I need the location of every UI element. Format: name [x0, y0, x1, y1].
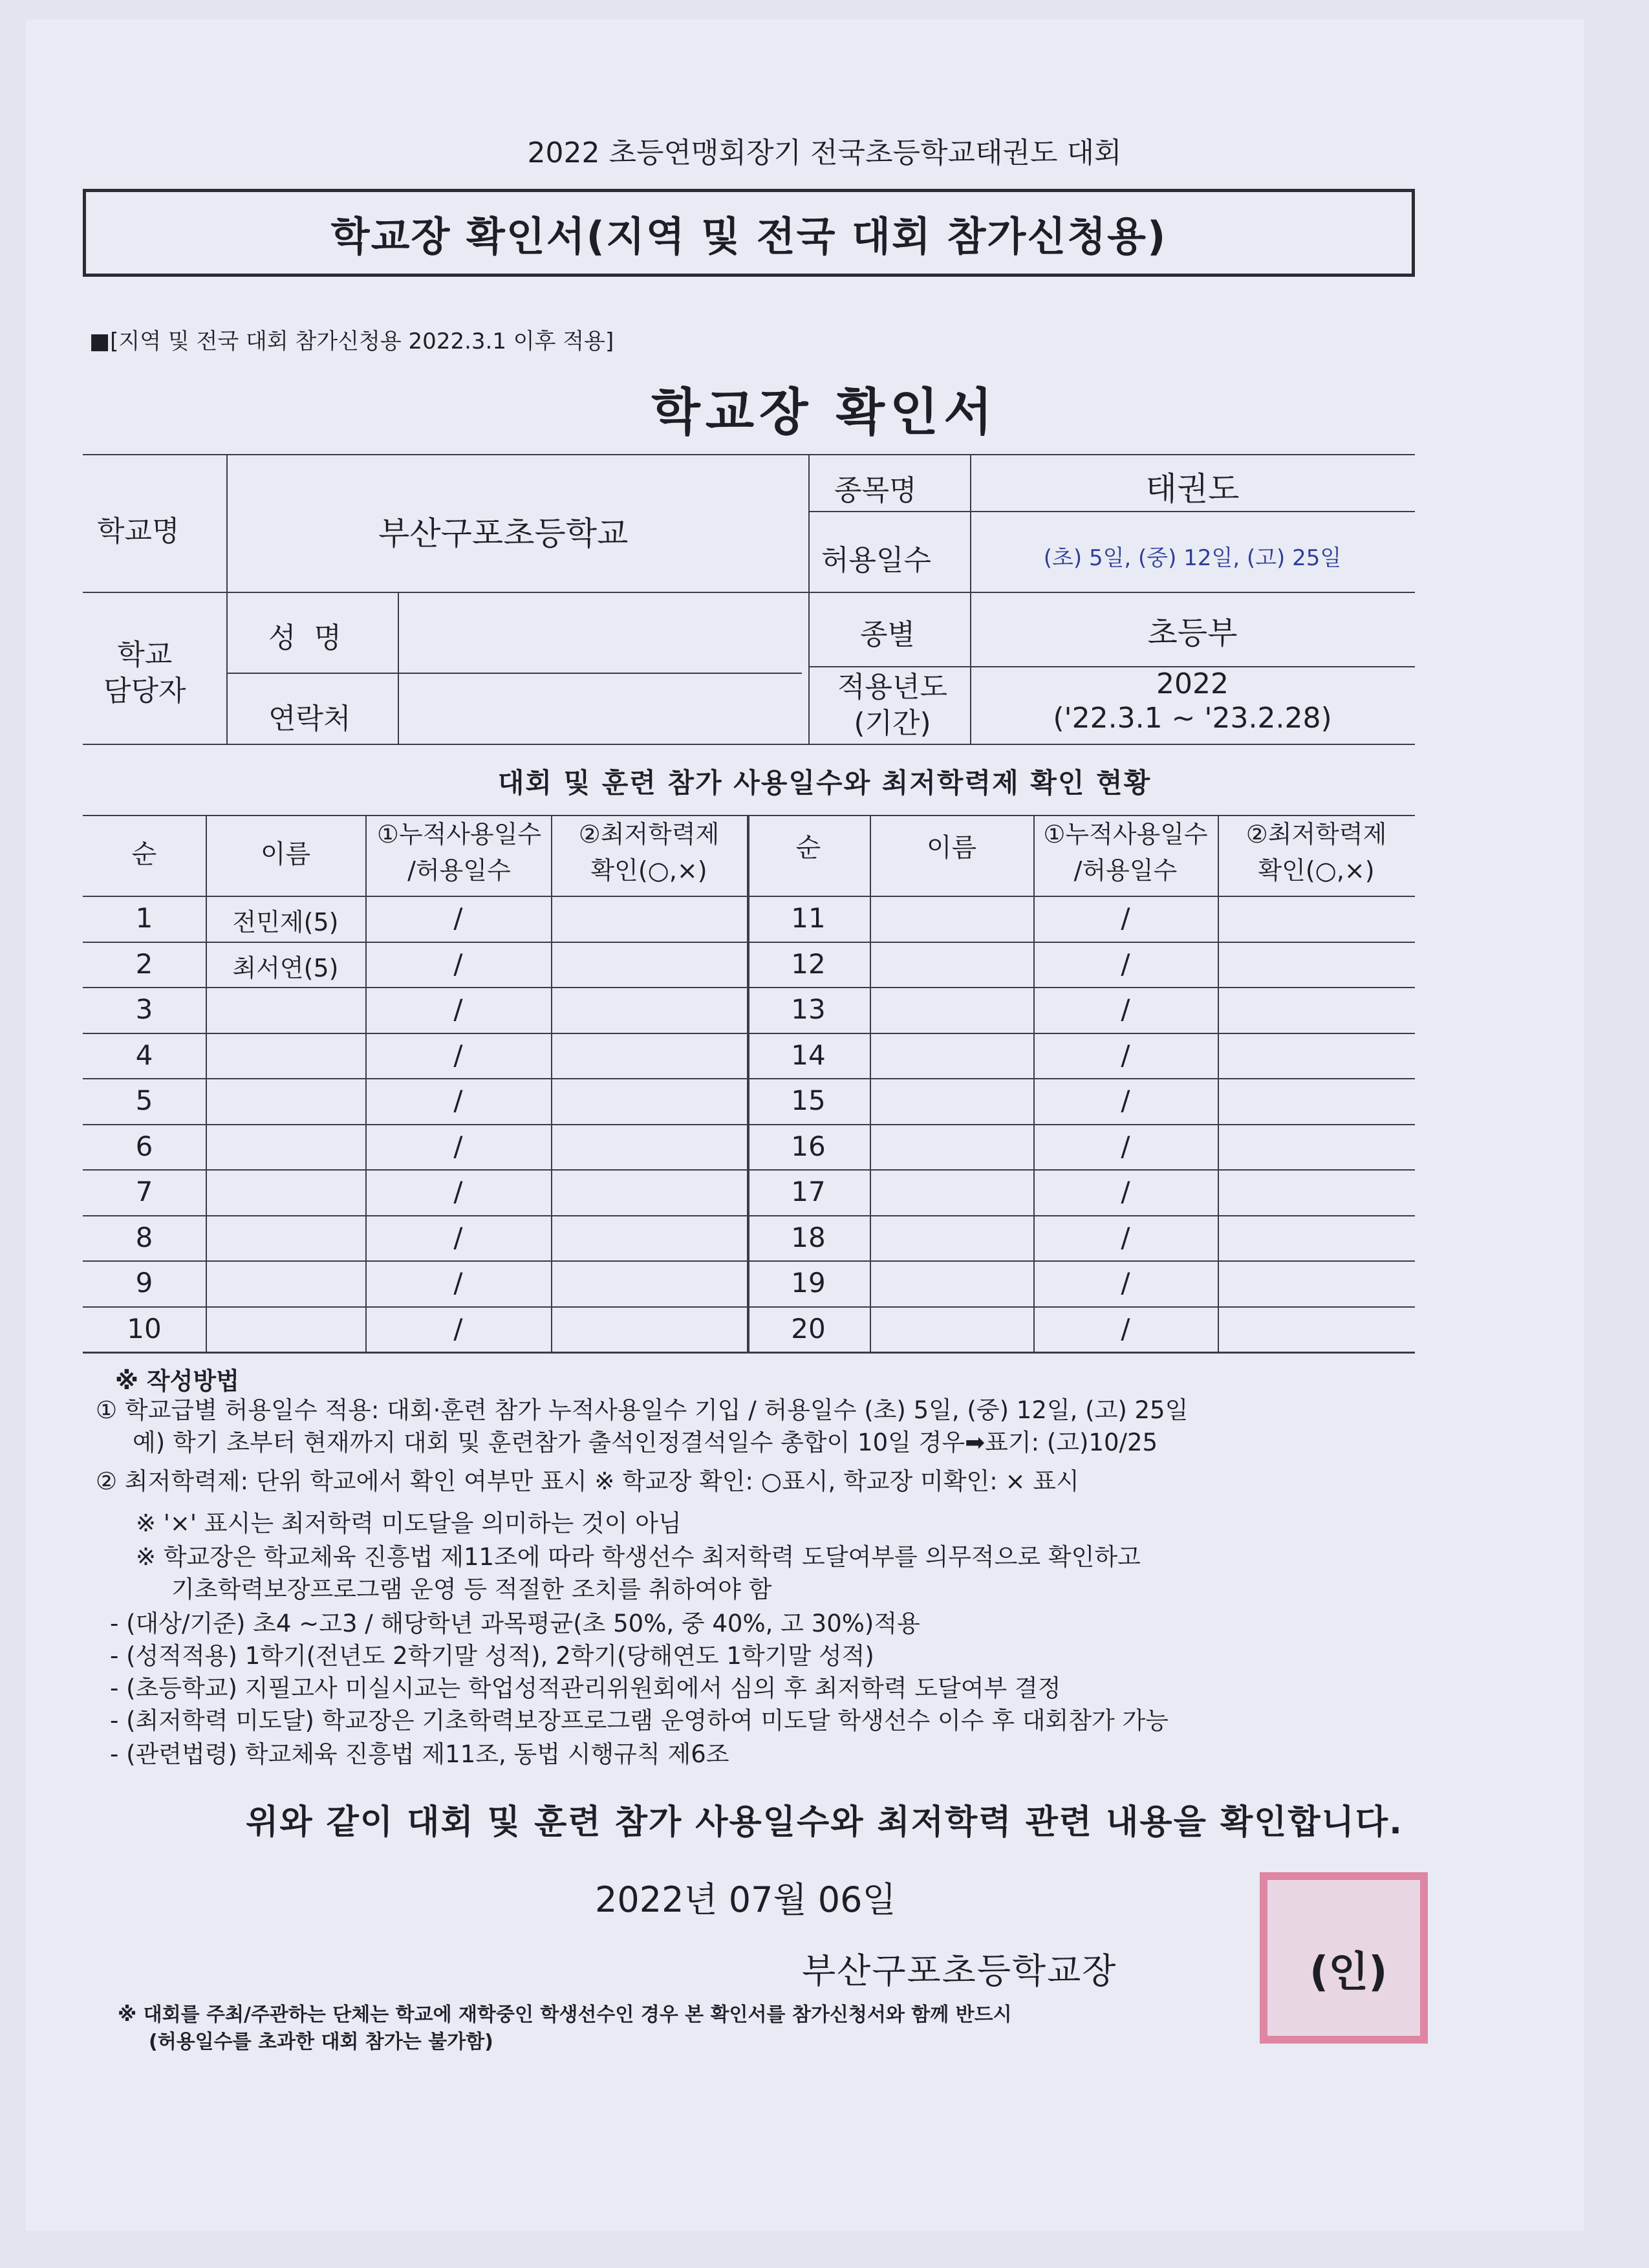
- row-days: /: [1121, 1312, 1130, 1345]
- contact-label: 연락처: [268, 702, 351, 735]
- principal-name: 부산구포초등학교장: [802, 1950, 1117, 1991]
- row-name: 전민제(5): [232, 908, 339, 936]
- header-no-right: 순: [795, 833, 821, 863]
- row-number: 8: [135, 1221, 153, 1253]
- row-days: /: [1121, 1130, 1130, 1162]
- row-name: 최서연(5): [232, 953, 339, 982]
- year-period: ('22.3.1 ~ '23.2.28): [1053, 702, 1332, 735]
- header-days-left: ①누적사용일수 /허용일수: [376, 820, 542, 885]
- document-box-title: 학교장 확인서(지역 및 전국 대회 참가신청용): [83, 189, 1415, 277]
- instruction-line: - (초등학교) 지필고사 미실시교는 학업성적관리위원회에서 심의 후 최저학력 도달여부 결정: [110, 1674, 1061, 1702]
- row-number: 10: [127, 1312, 162, 1345]
- header-no-left: 순: [131, 839, 157, 869]
- row-days: /: [453, 993, 463, 1025]
- category-label: 종별: [860, 618, 916, 651]
- header-name-right: 이름: [926, 833, 977, 863]
- row-number: 4: [135, 1039, 153, 1071]
- sport-value: 태권도: [1145, 470, 1240, 508]
- row-days: /: [1121, 993, 1130, 1025]
- instruction-line: - (최저학력 미도달) 학교장은 기초학력보장프로그램 운영하여 미도달 학생선수 이수 후 대회참가 가능: [110, 1707, 1169, 1734]
- row-number: 5: [135, 1085, 153, 1116]
- manager-label: 학교 담당자: [103, 638, 186, 707]
- row-number: 11: [791, 902, 826, 934]
- allowed-days-label: 허용일수: [821, 544, 932, 577]
- row-days: /: [453, 1221, 463, 1253]
- instruction-line: - (성적적용) 1학기(전년도 2학기말 성적), 2학기(당해연도 1학기말 성적): [110, 1642, 874, 1670]
- header-days-right: ①누적사용일수 /허용일수: [1043, 820, 1208, 885]
- name-label: 성 명: [268, 621, 341, 654]
- year-value: 2022: [1156, 667, 1229, 700]
- row-days: /: [453, 1312, 463, 1345]
- instruction-line: 기초학력보장프로그램 운영 등 적절한 조치를 취하여야 함: [171, 1575, 772, 1603]
- school-value: 부산구포초등학교: [378, 515, 629, 552]
- row-number: 2: [135, 947, 153, 980]
- row-days: /: [453, 947, 463, 980]
- row-number: 6: [135, 1130, 153, 1162]
- footnote-line: ※ 대회를 주최/주관하는 단체는 학교에 재학중인 학생선수인 경우 본 확인서를 참가신청서와 함께 반드시: [118, 2003, 1012, 2026]
- row-number: 15: [791, 1085, 826, 1116]
- row-days: /: [1121, 1085, 1130, 1116]
- allowed-days-value: (초) 5일, (중) 12일, (고) 25일: [1043, 545, 1342, 571]
- instruction-line: ※ 학교장은 학교체육 진흥법 제11조에 따라 학생선수 최저학력 도달여부를 의무적으로 확인하고: [136, 1543, 1141, 1571]
- footnote: [118, 2002, 1012, 2056]
- row-number: 1: [135, 902, 153, 934]
- row-number: 19: [791, 1267, 826, 1299]
- row-number: 20: [791, 1312, 826, 1345]
- row-number: 18: [791, 1221, 826, 1253]
- document-title: 학교장 확인서: [651, 383, 998, 442]
- school-label: 학교명: [97, 515, 180, 548]
- row-number: 12: [791, 947, 826, 980]
- instruction-line: - (대상/기준) 초4 ~고3 / 해당학년 과목평균(초 50%, 중 40%, 고 30%)적용: [110, 1610, 920, 1637]
- row-days: /: [453, 1176, 463, 1207]
- row-days: /: [453, 1085, 463, 1116]
- instruction-line: 예) 학기 초부터 현재까지 대회 및 훈련참가 출석인정결석일수 총합이 10일 경우➡표기: (고)10/25: [133, 1429, 1158, 1456]
- application-note: ■[지역 및 전국 대회 참가신청용 2022.3.1 이후 적용]: [89, 329, 614, 354]
- row-number: 3: [135, 993, 153, 1025]
- header-academic-right: ②최저학력제 확인(○,×): [1245, 820, 1387, 885]
- status-title: 대회 및 훈련 참가 사용일수와 최저학력제 확인 현황: [497, 767, 1152, 799]
- confirmation-statement: 위와 같이 대회 및 훈련 참가 사용일수와 최저학력 관련 내용을 확인합니다.: [246, 1803, 1403, 1842]
- instruction-line: ① 학교급별 허용일수 적용: 대회·훈련 참가 누적사용일수 기입 / 허용일수 (초) 5일, (중) 12일, (고) 25일: [96, 1396, 1189, 1424]
- footnote-line: (허용일수를 초과한 대회 참가는 불가함): [149, 2031, 493, 2053]
- header-name-left: 이름: [260, 839, 311, 869]
- instruction-line: ※ '×' 표시는 최저학력 미도달을 의미하는 것이 아님: [136, 1509, 682, 1537]
- category-value: 초등부: [1147, 615, 1238, 651]
- row-number: 13: [791, 993, 826, 1025]
- header-academic-left: ②최저학력제 확인(○,×): [578, 820, 720, 885]
- row-number: 14: [791, 1039, 826, 1071]
- sport-label: 종목명: [834, 474, 917, 507]
- row-days: /: [1121, 1176, 1130, 1207]
- row-number: 9: [135, 1267, 153, 1299]
- event-title: 2022 초등연맹회장기 전국초등학교태권도 대회: [527, 136, 1122, 169]
- row-days: /: [453, 1130, 463, 1162]
- row-days: /: [1121, 1039, 1130, 1071]
- row-days: /: [1121, 1267, 1130, 1299]
- row-days: /: [1121, 1221, 1130, 1253]
- seal-mark: (인): [1310, 1949, 1388, 1996]
- row-days: /: [453, 1039, 463, 1071]
- year-label: 적용년도 (기간): [837, 671, 947, 740]
- row-number: 7: [135, 1176, 153, 1207]
- row-number: 16: [791, 1130, 826, 1162]
- issue-date: 2022년 07월 06일: [595, 1879, 896, 1920]
- row-days: /: [1121, 947, 1130, 980]
- row-days: /: [1121, 902, 1130, 934]
- row-days: /: [453, 902, 463, 934]
- row-days: /: [453, 1267, 463, 1299]
- instruction-line: ② 최저학력제: 단위 학교에서 확인 여부만 표시 ※ 학교장 확인: ○표시, 학교장 미확인: × 표시: [96, 1467, 1079, 1495]
- instruction-heading: ※ 작성방법: [115, 1367, 239, 1395]
- instruction-line: - (관련법령) 학교체육 진흥법 제11조, 동법 시행규칙 제6조: [110, 1740, 729, 1768]
- row-number: 17: [791, 1176, 826, 1207]
